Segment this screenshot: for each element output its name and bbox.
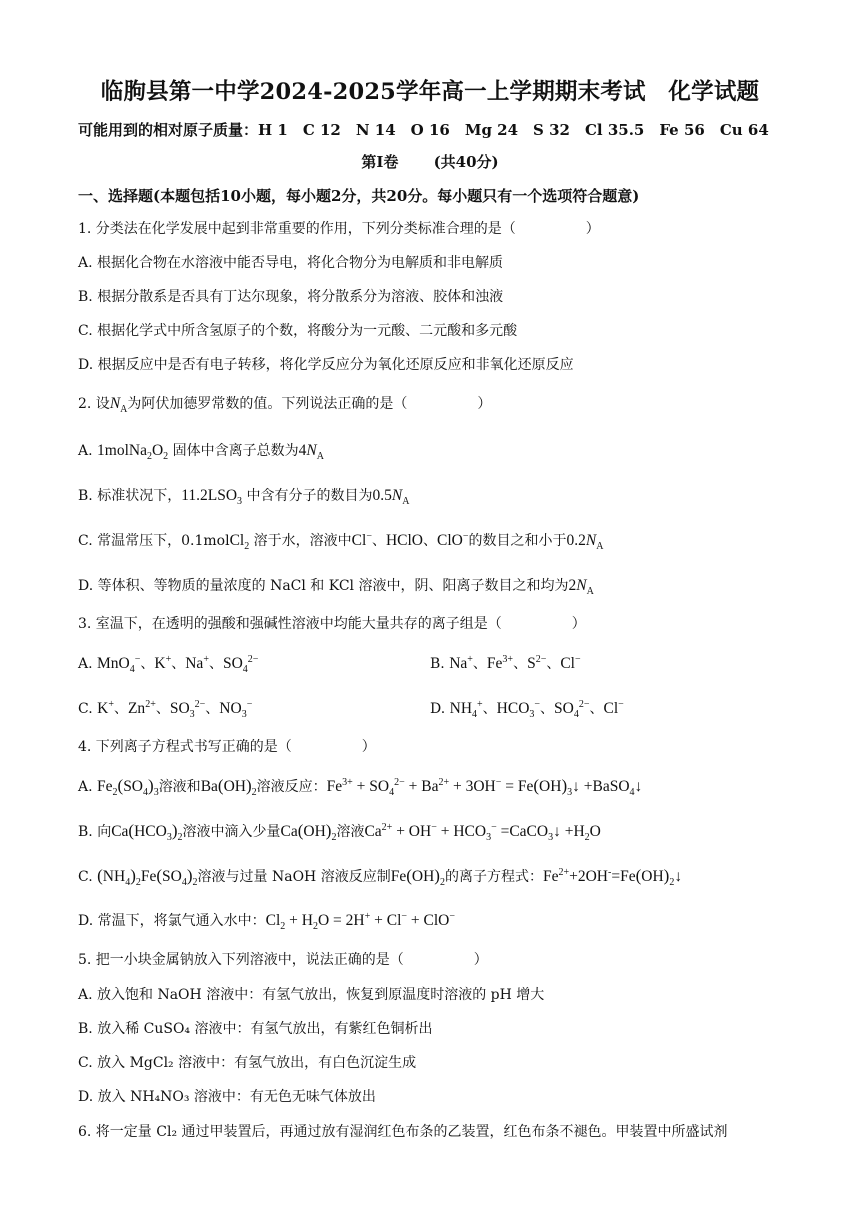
q5-option-a: A. 放入饱和 NaOH 溶液中：有氢气放出，恢复到原温度时溶液的 pH 增大 [78, 987, 545, 1003]
section-heading: 一、选择题(本题包括10小题，每小题2分，共20分。每小题只有一个选项符合题意) [78, 187, 640, 205]
q4-option-a: A. $Fe_2(SO_4)_3$溶液和$Ba(OH)_2$溶液反应：$Fe^{3+} + SO_4^{2-} + Ba^{2+} + 3OH^-$ = $Fe(OH)_3↓$ +BaSO$_4$↓ [78, 776, 643, 799]
q2-option-a: A. $1molNa_2O_2$ 固体中含离子总数为$4N_A$ [78, 442, 324, 463]
q2-option-c: C. 常温常压下，0.1molCl$_2$ 溶于水，溶液中Cl−、HClO、ClO−的数目之和小于$0.2N_A$ [78, 530, 604, 553]
q4-option-b: B. 向$Ca(HCO_3)_2$溶液中滴入少量$Ca(OH)_2$溶液$Ca^{2+} + OH^- + HCO_3^-$ =CaCO$_3$↓ $+H_2O$ [78, 821, 601, 844]
q2-option-b: B. 标准状况下，$11.2LSO_3$ 中含有分子的数目为$0.5N_A$ [78, 487, 410, 508]
q2-option-d: D. 等体积、等物质的量浓度的 NaCl 和 KCl 溶液中，阴、阳离子数目之和均为$2N_A$ [78, 577, 594, 598]
q5-option-d: D. 放入 NH₄NO₃ 溶液中：有无色无味气体放出 [78, 1089, 376, 1105]
q1-option-b: B. 根据分散系是否具有丁达尔现象，将分散系分为溶液、胶体和浊液 [78, 289, 504, 305]
q3-stem: 3. 室温下，在透明的强酸和强碱性溶液中均能大量共存的离子组是（ ） [78, 616, 586, 632]
volume-heading: 第Ⅰ卷 (共40分) [361, 153, 499, 171]
q6-stem: 6. 将一定量 Cl₂ 通过甲装置后，再通过放有湿润红色布条的乙装置，红色布条不褪色。甲装置中所盛试剂 [78, 1124, 728, 1140]
q3-option-d: D. $NH_4^+$、$HCO_3^-$、$SO_4^{2-}$、Cl− [430, 698, 624, 721]
q1-stem: 1. 分类法在化学发展中起到非常重要的作用，下列分类标准合理的是（ ） [78, 221, 600, 237]
q5-option-b: B. 放入稀 CuSO₄ 溶液中：有氢气放出，有紫红色铜析出 [78, 1021, 433, 1037]
q4-option-c: C. $(NH_4)_2Fe(SO_4)_2$溶液与过量 NaOH 溶液反应制$Fe(OH)_2$的离子方程式：$Fe^{2+}+2OH^-=Fe(OH)_2↓$ [78, 866, 683, 889]
atomic-masses-line: 可能用到的相对原子质量：H 1 C 12 N 14 O 16 Mg 24 S 32 Cl 35.5 Fe 56 Cu 64 [78, 121, 769, 139]
q5-option-c: C. 放入 MgCl₂ 溶液中：有氢气放出，有白色沉淀生成 [78, 1055, 417, 1071]
exam-title: 临朐县第一中学2024-2025学年高一上学期期末考试 化学试题 [100, 79, 760, 105]
q3-option-c: C. K+、$Zn^{2+}$、$SO_3^{2-}$、$NO_3^-$ [78, 698, 253, 721]
q3-option-a: A. MnO$_4$−、K+、Na+、$SO_4^{2-}$ [78, 653, 259, 676]
q1-option-a: A. 根据化合物在水溶液中能否导电，将化合物分为电解质和非电解质 [78, 255, 504, 271]
q4-stem: 4. 下列离子方程式书写正确的是（ ） [78, 739, 376, 755]
q5-stem: 5. 把一小块金属钠放入下列溶液中，说法正确的是（ ） [78, 952, 488, 968]
q4-option-d: D. 常温下，将氯气通入水中：$Cl_2 + H_2O = 2H^+ + Cl^- + ClO^-$ [78, 910, 456, 933]
q1-option-c: C. 根据化学式中所含氢原子的个数，将酸分为一元酸、二元酸和多元酸 [78, 323, 518, 339]
q2-stem: 2. 设$N_A$为阿伏加德罗常数的值。下列说法正确的是（ ） [78, 395, 492, 416]
q3-option-b: B. Na+、$Fe^{3+}$、$S^{2-}$、Cl− [430, 653, 581, 672]
q1-option-d: D. 根据反应中是否有电子转移，将化学反应分为氧化还原反应和非氧化还原反应 [78, 357, 574, 373]
